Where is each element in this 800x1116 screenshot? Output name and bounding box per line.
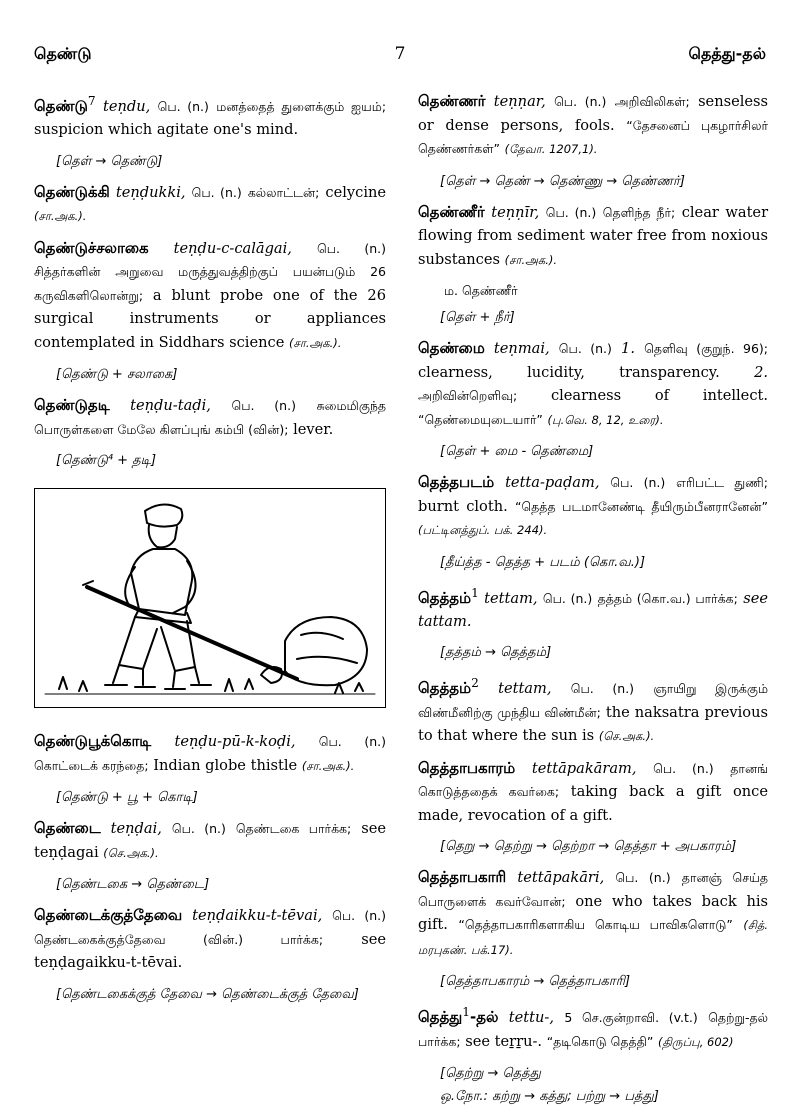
etymology: [தெள் → தெண் → தெண்ணு → தெண்ணர்] [440,173,685,189]
english-meaning: suspicion which agitate one's mind. [34,121,299,139]
part-of-speech: பெ. (n.) [615,870,671,886]
part-of-speech: பெ. (n.) [157,98,209,114]
source-reference: (சா.அக.). [504,252,558,267]
tamil-meaning: தெற்று-தல் பார்க்க; [418,1010,769,1049]
source-reference: (செ.அக.). [598,729,655,744]
sense-number: 2. [754,363,768,381]
headword: தெண்டுதடி [34,396,110,415]
etymology: [தெண்டகைக்குத் தேவை → தெண்டைக்குத் தேவை] [56,986,359,1002]
part-of-speech: பெ. (n.) [191,184,242,200]
transliteration: tettāpakāri, [517,869,605,887]
english-meaning: see tattam. [418,589,769,630]
homonym-number: 7 [87,94,96,108]
etymology: [தெற்று → தெத்து [440,1066,541,1082]
transliteration: teṇḍukki, [115,183,186,201]
transliteration: teṇmai, [493,340,550,357]
headword-suffix: -தல் [469,1008,499,1027]
dictionary-entry [34,730,386,778]
headword: தெத்தபடம் [418,473,495,491]
dictionary-entry [418,582,768,634]
source-reference: (சா.அக.). [34,209,87,224]
tamil-meaning: எரிபட்ட துணி; [676,475,768,490]
tamil-meaning: தானங் கொடுத்ததைக் கவர்கை; [418,760,769,800]
part-of-speech: பெ. (n.) [171,821,226,837]
transliteration: tettam, [498,680,552,698]
transliteration: teṇdu, [102,97,151,115]
etymology: [தெண்டகை → தெண்டை] [56,877,210,893]
english-meaning: burnt cloth. [418,497,508,515]
quotation: “தெத்த படமானேண்டி தீயிரும்பீனரானேன்” [514,498,768,514]
dictionary-entry [418,672,768,748]
headword: தெத்தாபகாரம் [418,758,516,777]
man-with-lever-drawing [35,489,385,707]
transliteration: teṇḍu-pū-k-koḍi, [174,733,296,751]
quotation: “தெத்தாபகாரிகளாகிய கொடிய பாவிகளொடு” [458,917,733,933]
etymology: [தெறு → தெற்று → தெற்றா → தெத்தா + அபகாரம்] [440,839,737,855]
headword: தெண்டு [34,96,88,115]
sense-number: 1. [621,340,635,357]
dictionary-entry [418,757,768,828]
part-of-speech: பெ. (n.) [554,94,607,109]
dictionary-entry [418,1001,768,1054]
page-number: 7 [394,44,406,64]
headword: தெண்ணர் [418,92,486,110]
etymology: [தெள் + நீர்] [440,310,515,325]
dictionary-entry [418,90,768,162]
english-meaning: clearness, lucidity, transparency. [418,363,720,381]
headword: தெண்டை [34,819,101,838]
headword: தெத்தம் [418,588,472,607]
headword: தெண்டுபூக்கொடி [34,732,152,751]
etymology: [தெள் + மை - தெண்மை] [440,444,594,459]
tamil-meaning: தெண்டகை பார்க்க; [235,821,352,837]
headword: தெண்மை [418,339,485,357]
right-column [418,90,768,1116]
etymology: [தெள் → தெண்டு] [56,153,163,169]
tamil-meaning: தெளிந்த நீர்; [602,204,676,220]
dictionary-entry [418,471,768,543]
etymology: [தத்தம் → தெத்தம்] [440,645,552,661]
dictionary-entry [34,90,386,142]
tamil-meaning: கல்லாட்டன்; [247,184,320,200]
headword: தெண்ணீர் [418,202,485,221]
english-meaning: the naksatra previous to that where the sun is [418,703,768,745]
tamil-meaning: தெண்டகைக்குத்தேவை (வின்.) பார்க்க; [34,931,324,947]
etymology: [தெத்தாபகாரம் → தெத்தாபகாரி] [440,974,631,990]
headword: தெத்தம் [418,679,472,698]
english-meaning: one who takes back his gift. [418,892,768,934]
cognate: ம. தெண்ணீர் [444,283,518,298]
dictionary-entry [34,237,386,356]
transliteration: tettam, [484,589,538,607]
tamil-meaning: தத்தம் (கொ.வ.) பார்க்க; [597,590,738,606]
left-column [34,90,386,1014]
tamil-meaning: மனத்தைத் துளைக்கும் ஐயம்; [216,98,387,114]
transliteration: teṇṇar, [493,93,546,110]
source-reference: (தேவா. 1207,1). [504,142,598,156]
english-meaning: clear water flowing from sediment water free from noxious substances [418,203,769,268]
transliteration: tettāpakāram, [531,759,637,777]
dictionary-entry [418,337,768,432]
etymology: [தெண்டு + பூ + கொடி] [56,790,198,806]
part-of-speech: பெ. (n.) [545,204,597,220]
part-of-speech: பெ. (n.) [332,908,386,924]
english-meaning: see teṟṟu-. [465,1032,543,1050]
headword: தெண்டைக்குத்தேவை [34,906,183,925]
transliteration: teṇḍu-taḍi, [130,397,211,415]
headword: தெண்டுக்கி [34,182,110,201]
tamil-meaning: கொட்டைக் கரந்தை; [34,757,149,773]
dictionary-entry [418,866,768,962]
dictionary-entry [34,904,386,975]
transliteration: tetta-paḍam, [505,474,600,491]
quotation: “தெண்மையுடையார்” [418,411,543,427]
part-of-speech: பெ. (n.) [610,475,666,490]
transliteration: teṇḍai, [110,820,162,838]
source-reference: (சித். மரபுகண். பக்.17). [418,918,768,957]
quotation: “தேசனைப் புகழார்சிலர் தெண்ணர்கள்” [418,117,768,156]
english-meaning: senseless or dense persons, fools. [418,93,768,134]
header-left-guideword: தெண்டு [34,44,92,63]
tamil-meaning: தெளிவு (குறுந். 96); [644,341,769,356]
source-reference: (செ.அக.). [103,845,159,860]
tamil-meaning: தானஞ் செய்த பொருளைக் கவர்வோன்; [418,870,769,909]
part-of-speech: பெ. (n.) [318,734,386,750]
lever-illustration [34,488,386,708]
tamil-meaning: சுமைமிகுந்த பொருள்களை மேலே கிளப்புங் கம்பி (வின்); [34,398,387,437]
headword: தெண்டுச்சலாகை [34,238,149,257]
homonym-number: 1 [462,1005,470,1020]
part-of-speech: பெ. (n.) [570,681,635,697]
part-of-speech: பெ. (n.) [542,590,593,606]
english-meaning: celycine [325,183,387,201]
transliteration: teṇḍaikku-t-tēvai, [192,907,323,925]
part-of-speech: பெ. (n.) [653,760,714,776]
english-meaning: see teṇḍagai [34,820,387,861]
tamil-meaning: ஞாயிறு இருக்கும் விண்மீனிற்கு முந்திய விண்மீன்; [418,681,769,720]
dictionary-entry [34,817,386,865]
quotation: “தடிகொடு தெத்தி” [546,1033,654,1049]
etymology: [தெண்டு⁴ + தடி] [56,453,157,469]
english-meaning: see teṇḍagaikku-t-tēvai. [34,930,386,972]
conjugation-class: 5 செ.குன்றாவி. (v.t.) [564,1010,698,1026]
etymology-comparison: ஒ.நோ.: கற்று → கத்து; பற்று → பத்து] [440,1089,659,1105]
etymology: [தீய்த்த - தெத்த + படம் (கொ.வ.)] [440,554,646,570]
dictionary-entry [34,181,386,229]
header-right-guideword: தெத்து-தல் [688,44,766,63]
headword: தெத்து [418,1008,463,1027]
dictionary-entry [418,201,768,273]
english-meaning: a blunt probe one of the 26 surgical instruments or appliances contemplated in Siddhars science [34,286,386,351]
source-reference: (சா.அக.). [288,335,342,350]
part-of-speech: பெ. (n.) [316,240,387,256]
source-reference: (சா.அக.). [301,758,355,773]
etymology: [தெண்டு + சலாகை] [56,367,178,383]
page-header [34,44,766,74]
tamil-meaning: அறிவின்றெளிவு; [418,388,518,403]
part-of-speech: பெ. (n.) [231,398,296,414]
tamil-meaning: சித்தர்களின் அறுவை மருத்துவத்திற்குப் பயன்படும் 26 கருவிகளிலொன்று; [34,264,386,303]
transliteration: teṇḍu-c-calāgai, [173,239,292,257]
dictionary-entry [34,394,386,441]
english-meaning: lever. [293,420,334,438]
english-meaning: clearness of intellect. [550,387,768,404]
source-reference: (பட்டினத்துப். பக். 244). [418,523,548,537]
english-meaning: taking back a gift once made, revocation of a gift. [418,783,768,824]
transliteration: teṇṇīr, [491,203,540,221]
source-reference: (திருப்பு, 602) [658,1034,734,1049]
part-of-speech: பெ. (n.) [558,341,612,356]
homonym-number: 1 [471,585,479,600]
english-meaning: Indian globe thistle [153,756,298,774]
tamil-meaning: அறிவிலிகள்; [614,94,690,109]
source-reference: (பு.வெ. 8, 12, உரை). [547,412,664,427]
homonym-number: 2 [471,676,479,691]
headword: தெத்தாபகாரி [418,868,507,887]
transliteration: tettu-, [508,1009,554,1027]
